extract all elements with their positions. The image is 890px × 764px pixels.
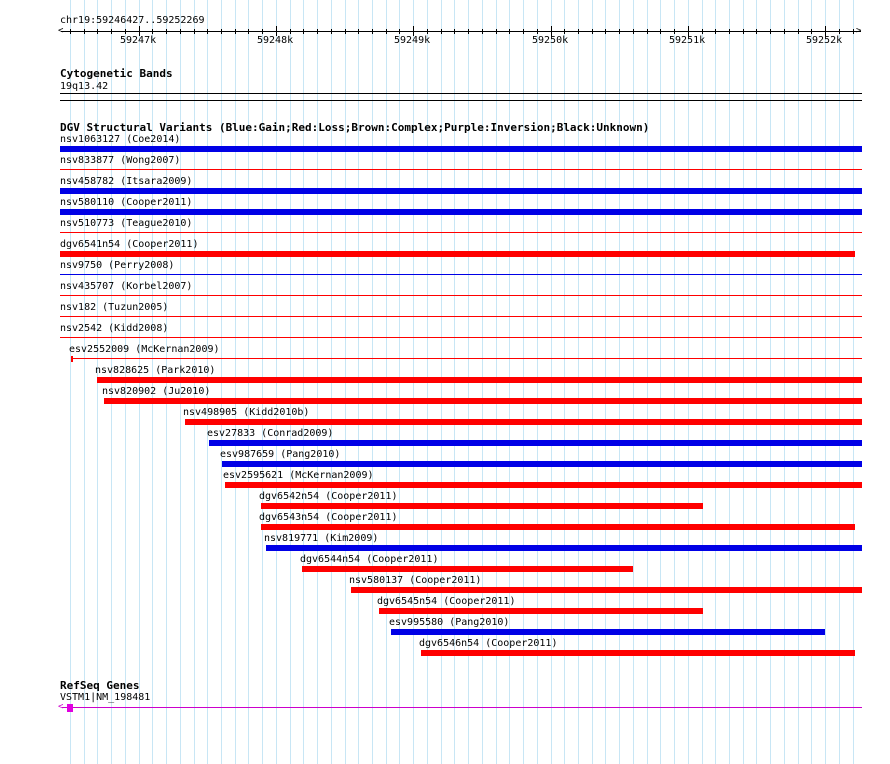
variant-label[interactable]: nsv580110 (Cooper2011) [60,197,193,208]
variant-label[interactable]: nsv435707 (Korbel2007) [60,281,193,292]
variant-label[interactable]: dgv6546n54 (Cooper2011) [419,638,558,649]
variant-label[interactable]: nsv580137 (Cooper2011) [349,575,482,586]
variant-label[interactable]: dgv6543n54 (Cooper2011) [259,512,398,523]
gene-strand-arrow-icon: < [58,702,64,712]
variant-label[interactable]: dgv6542n54 (Cooper2011) [259,491,398,502]
variant-label[interactable]: nsv833877 (Wong2007) [60,155,181,166]
variant-label[interactable]: nsv182 (Tuzun2005) [60,302,169,313]
cytoband-label[interactable]: 19q13.42 [60,81,109,92]
gene-model-line[interactable] [62,707,862,708]
variant-label[interactable]: esv2552009 (McKernan2009) [69,344,220,355]
variant-label[interactable]: dgv6544n54 (Cooper2011) [300,554,439,565]
variant-label[interactable]: nsv828625 (Park2010) [95,365,216,376]
gene-label[interactable]: VSTM1|NM_198481 [60,692,151,703]
dgv-track-title: DGV Structural Variants (Blue:Gain;Red:Loss;Brown:Complex;Purple:Inversion;Black:Unknown) [60,121,650,134]
variant-label[interactable]: nsv9750 (Perry2008) [60,260,175,271]
variant-label[interactable]: esv995580 (Pang2010) [389,617,510,628]
gene-exon[interactable] [67,704,73,712]
ruler-tick-label: 59249k [394,35,431,46]
ruler-right-arrow[interactable]: > [856,26,862,36]
ruler-tick-label: 59248k [257,35,294,46]
variant-label[interactable]: esv27833 (Conrad2009) [207,428,334,439]
ruler-tick-label: 59251k [669,35,706,46]
ruler-tick-label: 59247k [120,35,157,46]
variant-label[interactable]: dgv6545n54 (Cooper2011) [377,596,516,607]
variant-label[interactable]: nsv820902 (Ju2010) [102,386,211,397]
variant-label[interactable]: dgv6541n54 (Cooper2011) [60,239,199,250]
variant-label[interactable]: esv2595621 (McKernan2009) [223,470,374,481]
variant-label[interactable]: esv987659 (Pang2010) [220,449,341,460]
cytoband-track-title: Cytogenetic Bands [60,67,173,80]
position-label: chr19:59246427..59252269 [60,15,205,26]
variant-label[interactable]: nsv819771 (Kim2009) [264,533,379,544]
ruler-left-arrow[interactable]: < [58,26,64,36]
variant-label[interactable]: nsv498905 (Kidd2010b) [183,407,310,418]
variant-label[interactable]: nsv2542 (Kidd2008) [60,323,169,334]
variant-label[interactable]: nsv458782 (Itsara2009) [60,176,193,187]
ruler-tick-label: 59250k [532,35,569,46]
refseq-track-title: RefSeq Genes [60,679,140,692]
variant-label[interactable]: nsv1063127 (Coe2014) [60,134,181,145]
variant-label[interactable]: nsv510773 (Teague2010) [60,218,193,229]
ruler-tick-label: 59252k [806,35,843,46]
